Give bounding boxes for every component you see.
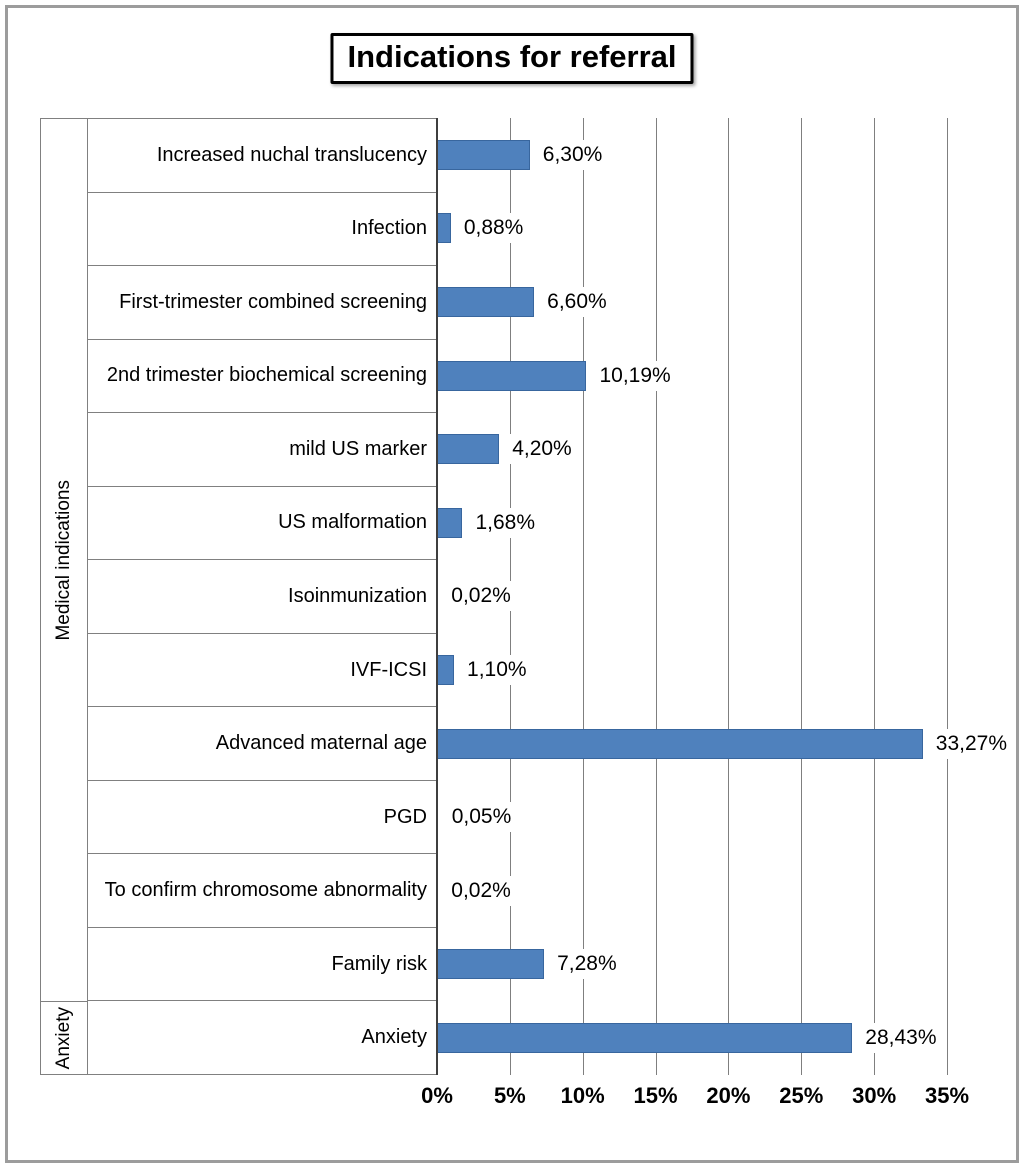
category-label: Advanced maternal age bbox=[88, 707, 437, 781]
gridline bbox=[728, 118, 729, 1075]
value-label: 28,43% bbox=[862, 1023, 939, 1053]
x-tick-label: 25% bbox=[779, 1083, 824, 1108]
category-label: PGD bbox=[88, 781, 437, 855]
category-label: First-trimester combined screening bbox=[88, 266, 437, 340]
gridline bbox=[947, 118, 948, 1075]
category-label: Infection bbox=[88, 193, 437, 267]
group-label-medical-indications-text: Medical indications bbox=[53, 479, 74, 641]
category-label: 2nd trimester biochemical screening bbox=[88, 340, 437, 414]
bar bbox=[438, 213, 451, 243]
gridline bbox=[801, 118, 802, 1075]
bar bbox=[438, 140, 530, 170]
bar bbox=[438, 729, 923, 759]
value-label: 1,68% bbox=[472, 508, 538, 538]
value-label: 0,05% bbox=[449, 802, 515, 832]
x-tick-label: 0% bbox=[421, 1083, 453, 1108]
value-label: 6,60% bbox=[544, 287, 610, 317]
value-label: 0,88% bbox=[461, 213, 527, 243]
bar bbox=[438, 655, 454, 685]
bar bbox=[438, 361, 586, 391]
category-axis-line bbox=[436, 118, 438, 1075]
x-tick-label: 35% bbox=[924, 1083, 970, 1108]
bar bbox=[438, 949, 544, 979]
value-label: 0,02% bbox=[448, 876, 514, 906]
category-label: Anxiety bbox=[88, 1001, 437, 1075]
category-label: IVF-ICSI bbox=[88, 634, 437, 708]
value-label: 7,28% bbox=[554, 949, 620, 979]
gridline bbox=[874, 118, 875, 1075]
value-label: 33,27% bbox=[933, 729, 1010, 759]
x-tick-label: 15% bbox=[633, 1083, 678, 1108]
category-label: Family risk bbox=[88, 928, 437, 1002]
value-label: 1,10% bbox=[464, 655, 530, 685]
gridline bbox=[656, 118, 657, 1075]
value-label: 6,30% bbox=[540, 140, 606, 170]
bar bbox=[438, 1023, 852, 1053]
x-tick-label: 20% bbox=[706, 1083, 751, 1108]
value-label: 10,19% bbox=[596, 361, 673, 391]
group-label-anxiety-text: Anxiety bbox=[53, 1006, 74, 1070]
bar bbox=[438, 287, 534, 317]
category-label: Increased nuchal translucency bbox=[88, 119, 437, 193]
bar bbox=[438, 434, 499, 464]
gridline bbox=[583, 118, 584, 1075]
category-label: mild US marker bbox=[88, 413, 437, 487]
category-label: To confirm chromosome abnormality bbox=[88, 854, 437, 928]
x-tick-label: 30% bbox=[852, 1083, 897, 1108]
x-tick-label: 10% bbox=[560, 1083, 605, 1108]
value-label: 4,20% bbox=[509, 434, 575, 464]
x-tick-label: 5% bbox=[493, 1083, 526, 1108]
category-label: Isoinmunization bbox=[88, 560, 437, 634]
bar bbox=[438, 508, 462, 538]
chart-title: Indications for referral bbox=[330, 33, 693, 84]
category-label: US malformation bbox=[88, 487, 437, 561]
value-label: 0,02% bbox=[448, 581, 514, 611]
